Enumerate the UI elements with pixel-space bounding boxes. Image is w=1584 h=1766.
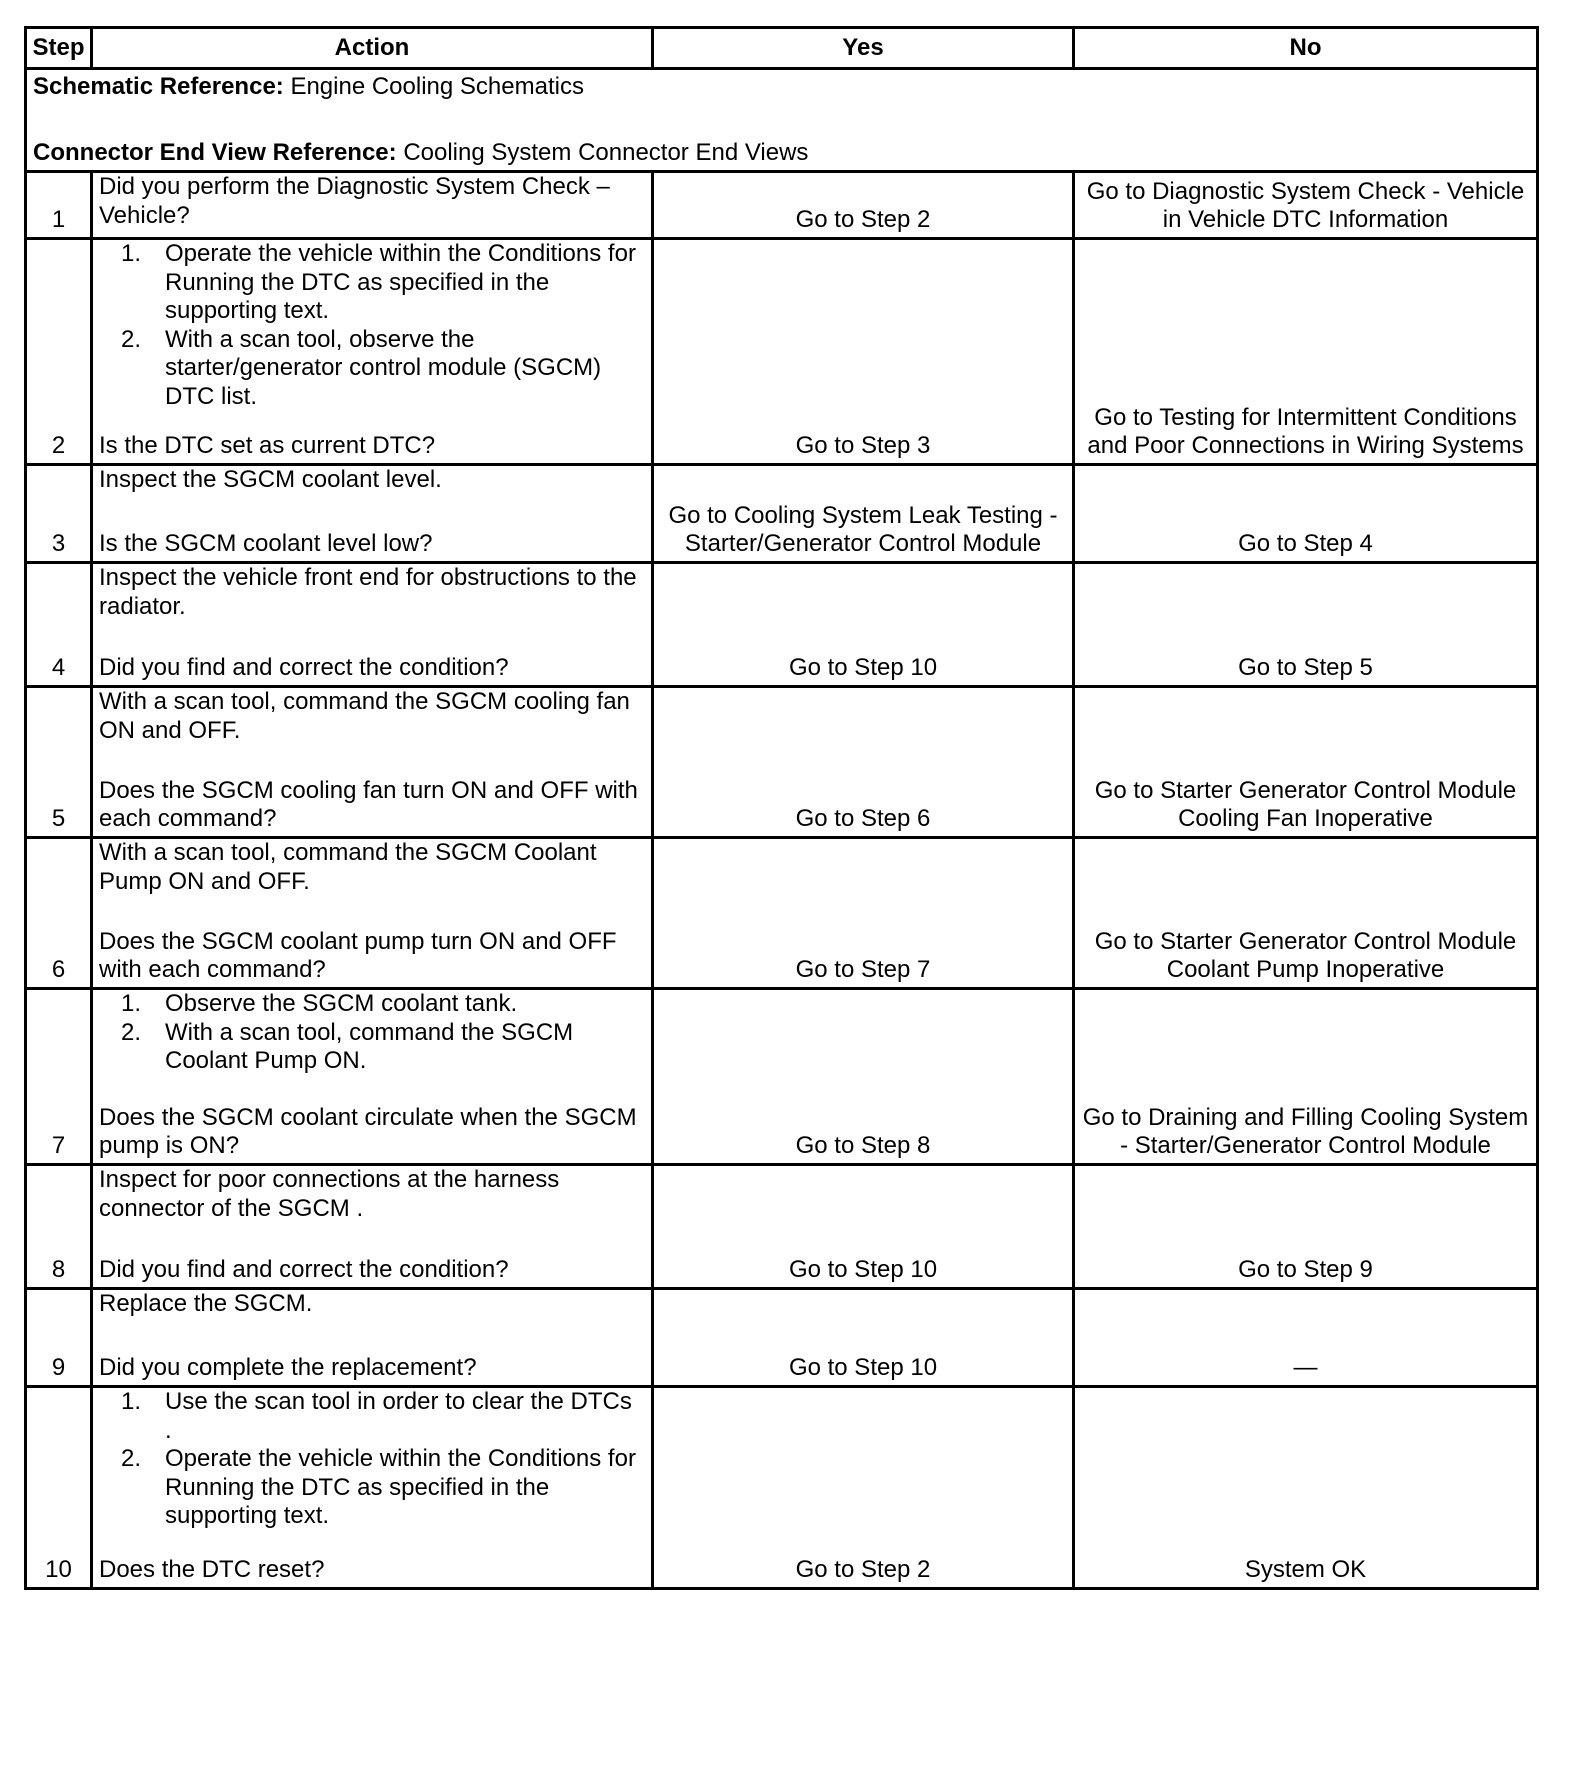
step-action [92, 1165, 653, 1289]
step-action [92, 172, 653, 239]
connector-reference-link: Cooling System Connector End Views [396, 139, 809, 167]
step-yes-result: Go to Step 7 [653, 838, 1074, 989]
action-question: Did you find and correct the condition? [99, 1256, 509, 1284]
diagnostic-table [24, 26, 1539, 1590]
substep-list [99, 1388, 645, 1531]
header-yes: Yes [653, 28, 1074, 69]
substep-item [99, 1388, 645, 1445]
substep-number: 1. [120, 240, 141, 267]
step-yes-result: Go to Step 10 [653, 1165, 1074, 1289]
step-no-result: Go to Testing for Intermittent Conditions and Poor Connections in Wiring Systems [1074, 239, 1538, 465]
step-row [26, 1165, 1538, 1289]
step-yes-result: Go to Step 2 [653, 172, 1074, 239]
schematic-reference-label: Schematic Reference: [33, 72, 284, 100]
step-number: 4 [26, 563, 92, 687]
step-no-result: Go to Step 4 [1074, 465, 1538, 563]
step-action [92, 563, 653, 687]
substep-number: 1. [120, 990, 141, 1017]
substep-item [99, 326, 645, 412]
step-row [26, 239, 1538, 465]
step-number: 2 [26, 239, 92, 465]
action-instruction: With a scan tool, command the SGCM cooling fan ON and OFF. [99, 688, 630, 744]
step-number: 6 [26, 838, 92, 989]
step-action [92, 989, 653, 1165]
reference-row [26, 69, 1538, 172]
step-yes-result: Go to Step 6 [653, 687, 1074, 838]
step-no-result: Go to Draining and Filling Cooling System - Starter/Generator Control Module [1074, 989, 1538, 1165]
substep-text: Operate the vehicle within the Conditions for Running the DTC as specified in the supporting text. [165, 240, 636, 325]
action-question: Does the SGCM cooling fan turn ON and OFF with each command? [99, 776, 638, 833]
substep-number: 1. [120, 1388, 141, 1415]
step-no-result: Go to Step 5 [1074, 563, 1538, 687]
action-question: Does the SGCM coolant circulate when the SGCM pump is ON? [99, 1103, 637, 1160]
substep-list [99, 990, 645, 1076]
step-yes-result: Go to Cooling System Leak Testing - Starter/Generator Control Module [653, 465, 1074, 563]
step-row [26, 1387, 1538, 1589]
substep-text: Operate the vehicle within the Conditions for Running the DTC as specified in the supporting text. [165, 1445, 636, 1530]
step-no-result: — [1074, 1289, 1538, 1387]
substep-item [99, 1445, 645, 1531]
reference-cell [26, 69, 1538, 172]
action-question: Is the SGCM coolant level low? [99, 530, 433, 558]
step-no-result: Go to Starter Generator Control Module Cooling Fan Inoperative [1074, 687, 1538, 838]
step-number: 10 [26, 1387, 92, 1589]
step-action [92, 687, 653, 838]
substep-item [99, 240, 645, 326]
action-instruction: Inspect for poor connections at the harness connector of the SGCM . [99, 1166, 560, 1222]
step-number: 3 [26, 465, 92, 563]
step-no-result: Go to Step 9 [1074, 1165, 1538, 1289]
substep-text: Observe the SGCM coolant tank. [165, 990, 518, 1017]
substep-number: 2. [120, 1445, 141, 1473]
header-no: No [1074, 28, 1538, 69]
header-step: Step [26, 28, 92, 69]
action-instruction: Did you perform the Diagnostic System Check – Vehicle? [99, 173, 610, 229]
action-instruction: Replace the SGCM. [99, 1290, 313, 1317]
action-instruction: With a scan tool, command the SGCM Coolant Pump ON and OFF. [99, 839, 597, 895]
step-yes-result: Go to Step 10 [653, 1289, 1074, 1387]
step-no-result: Go to Starter Generator Control Module Coolant Pump Inoperative [1074, 838, 1538, 989]
action-question: Did you complete the replacement? [99, 1354, 477, 1382]
action-question: Is the DTC set as current DTC? [99, 432, 436, 460]
step-action [92, 239, 653, 465]
substep-list [99, 240, 645, 412]
substep-number: 2. [120, 325, 141, 353]
step-no-result: Go to Diagnostic System Check - Vehicle in Vehicle DTC Information [1074, 172, 1538, 239]
substep-text: With a scan tool, observe the starter/generator control module (SGCM) DTC list. [165, 325, 602, 410]
step-row [26, 465, 1538, 563]
action-instruction: Inspect the SGCM coolant level. [99, 466, 442, 493]
action-instruction: Inspect the vehicle front end for obstructions to the radiator. [99, 564, 637, 620]
substep-text: With a scan tool, command the SGCM Coolant Pump ON. [165, 1018, 574, 1075]
step-yes-result: Go to Step 2 [653, 1387, 1074, 1589]
step-row [26, 989, 1538, 1165]
step-row [26, 1289, 1538, 1387]
connector-reference [33, 139, 1530, 168]
step-number: 7 [26, 989, 92, 1165]
step-row [26, 838, 1538, 989]
schematic-reference [33, 73, 1530, 102]
step-yes-result: Go to Step 3 [653, 239, 1074, 465]
step-yes-result: Go to Step 10 [653, 563, 1074, 687]
substep-text: Use the scan tool in order to clear the DTCs . [165, 1388, 632, 1444]
step-row [26, 687, 1538, 838]
substep-item [99, 1019, 645, 1076]
action-question: Does the SGCM coolant pump turn ON and OFF with each command? [99, 927, 617, 984]
step-row [26, 563, 1538, 687]
step-action [92, 838, 653, 989]
step-number: 9 [26, 1289, 92, 1387]
substep-item [99, 990, 645, 1019]
header-row [26, 28, 1538, 69]
connector-reference-label: Connector End View Reference: [33, 139, 397, 167]
action-question: Does the DTC reset? [99, 1556, 325, 1584]
substep-number: 2. [120, 1018, 141, 1046]
header-action: Action [92, 28, 653, 69]
step-action [92, 465, 653, 563]
step-number: 1 [26, 172, 92, 239]
step-yes-result: Go to Step 8 [653, 989, 1074, 1165]
step-number: 5 [26, 687, 92, 838]
step-row [26, 172, 1538, 239]
schematic-reference-link: Engine Cooling Schematics [283, 72, 584, 100]
action-question: Did you find and correct the condition? [99, 654, 509, 682]
step-number: 8 [26, 1165, 92, 1289]
step-action [92, 1387, 653, 1589]
step-action [92, 1289, 653, 1387]
step-no-result: System OK [1074, 1387, 1538, 1589]
